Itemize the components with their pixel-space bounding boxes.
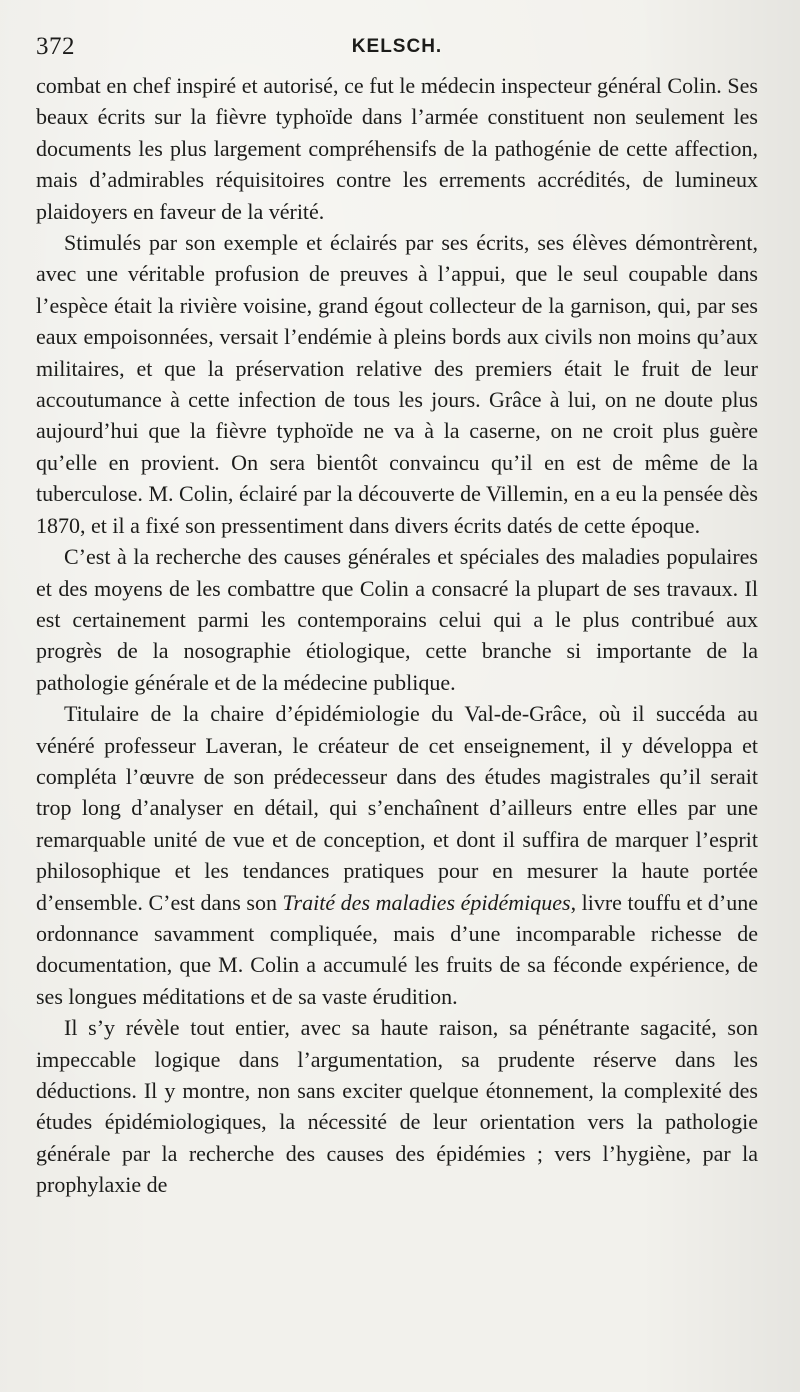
- paragraph-5: Il s’y révèle tout entier, avec sa haute raison, sa pénétrante sagacité, son impeccable logique dans l’argumentation, sa prudente réserve dans les déductions. Il y montre, non sans exciter quelque étonnement, la complexité des études épidémiologiques, la nécessité de leur orientation vers la pathologie générale par la recherche des causes des épidémies ; vers l’hygiène, par la prophylaxie de: [36, 1015, 758, 1198]
- running-head: [36, 30, 758, 64]
- paragraph-4: [36, 698, 758, 1012]
- body-text: [36, 70, 758, 1201]
- running-title: KELSCH.: [351, 36, 443, 57]
- paragraph-3: C’est à la recherche des causes générales et spéciales des maladies populaires et des moyens de les combattre que Colin a consacré la plupart de ses travaux. Il est certainement parmi les contemporains celui qui a le plus contribué aux progrès de la nosographie étiologique, cette branche si importante de la pathologie générale et de la médecine publique.: [36, 544, 758, 695]
- paragraph-4-text-before: Titulaire de la chaire d’épidémiologie du Val-de-Grâce, où il succéda au vénéré professeur Laveran, le créateur de cet enseignement, il y développa et compléta l’œuvre de son prédecesseur dans des études magistrales qu’il serait trop long d’analyser en détail, qui s’enchaînent d’ailleurs entre elles par une remarquable unité de vue et de conception, et dont il suffira de marquer l’esprit philosophique et les tendances pratiques pour en mesurer la haute portée d’ensemble. C’est dans son: [36, 701, 758, 915]
- paragraph-4-text-after: , livre touffu et d’une ordonnance savamment compliquée, mais d’une incomparable richesse de documentation, que M. Colin a accumulé les fruits de sa féconde expérience, de ses longues méditations et de sa vaste érudition.: [36, 889, 759, 1009]
- paragraph-2: Stimulés par son exemple et éclairés par ses écrits, ses élèves démontrèrent, avec une véritable profusion de preuves à l’appui, que le seul coupable dans l’espèce était la rivière voisine, grand égout collecteur de la garnison, qui, par ses eaux empoisonnées, versait l’endémie à pleins bords aux civils non moins qu’aux militaires, et que la préservation relative des premiers était le fruit de leur accoutumance à cette infection de tous les jours. Grâce à lui, on ne doute plus aujourd’hui que la fièvre typhoïde ne va à la caserne, on ne croit plus guère qu’elle en provient. On sera bientôt convaincu qu’il en est de même de la tuberculose. M. Colin, éclairé par la découverte de Villemin, en a eu la pensée dès 1870, et il a fixé son pressentiment dans divers écrits datés de cette époque.: [36, 230, 758, 538]
- book-title-italic: Traité des maladies épidémiques: [282, 889, 571, 915]
- paragraph-1: combat en chef inspiré et autorisé, ce fut le médecin inspecteur général Colin. Ses beaux écrits sur la fièvre typhoïde dans l’armée constituent non seulement les documents les plus largement compréhensifs de la pathogénie de cette affection, mais d’admirables réquisitoires contre les errements accrédités, de lumineux plaidoyers en faveur de la vérité.: [36, 73, 758, 224]
- page-number: 372: [36, 33, 75, 60]
